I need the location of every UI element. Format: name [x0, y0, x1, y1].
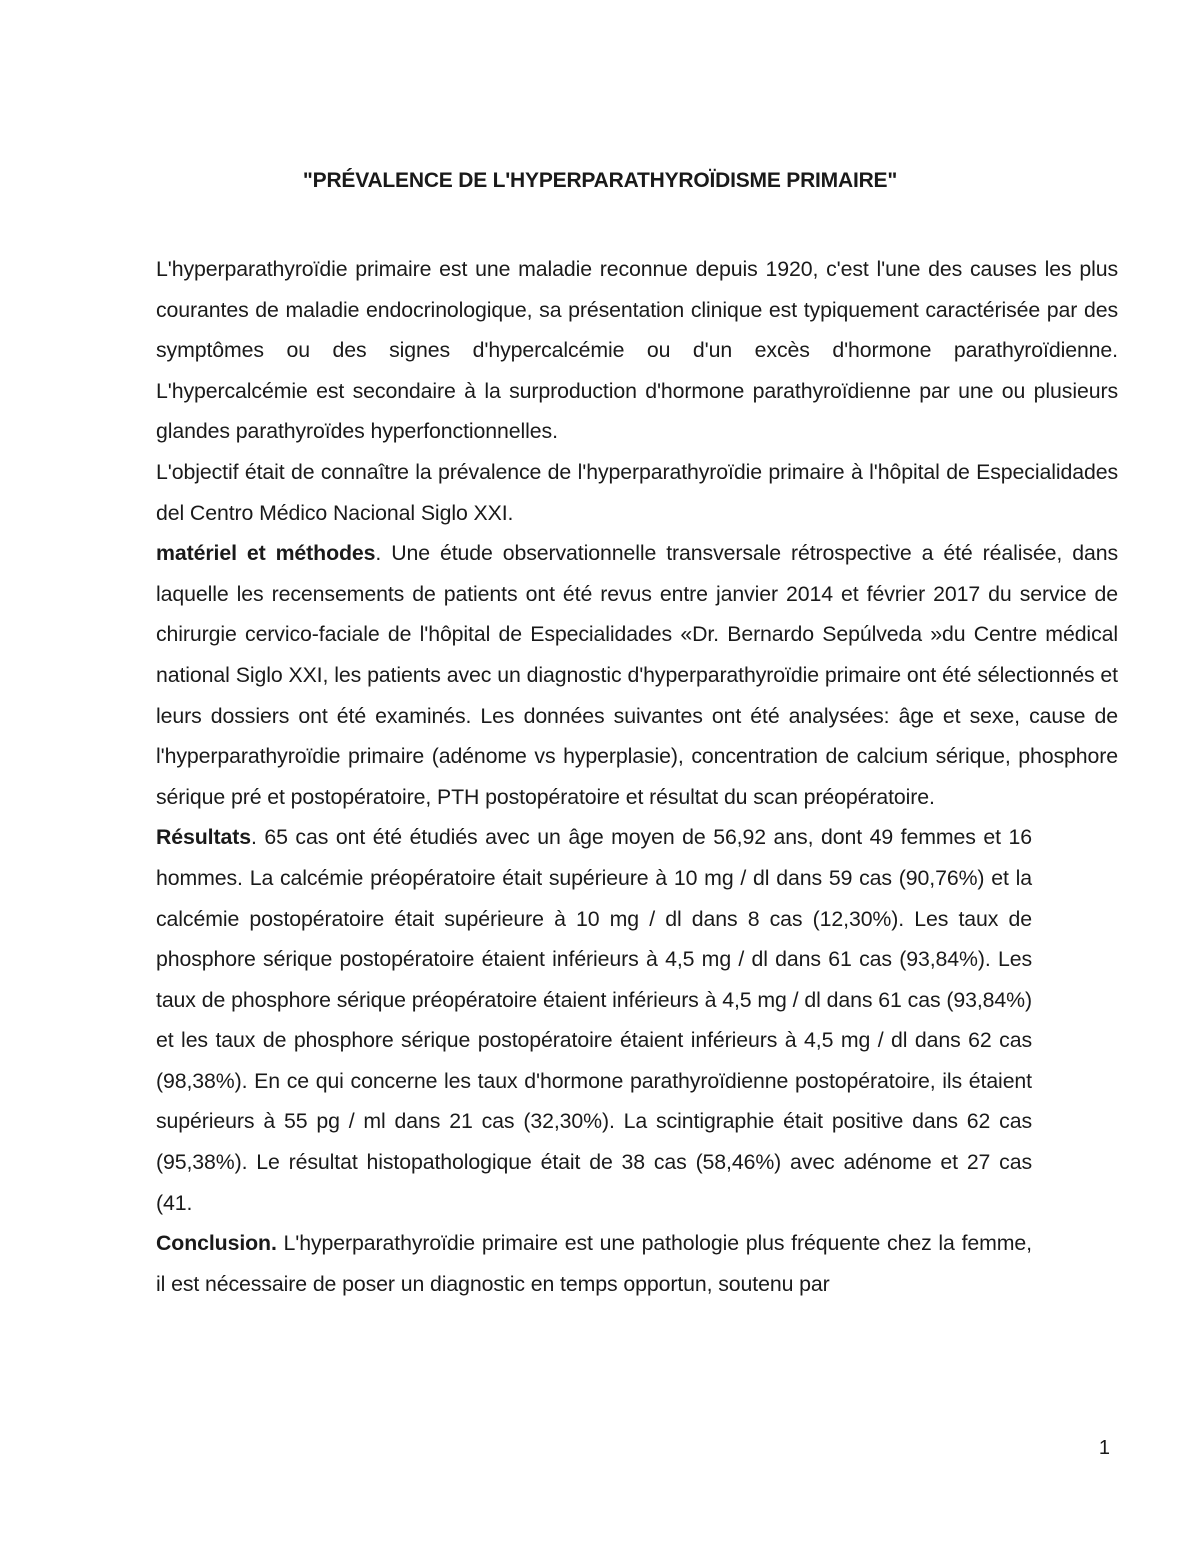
methods-paragraph	[156, 533, 1118, 817]
intro-paragraph: L'hyperparathyroïdie primaire est une maladie reconnue depuis 1920, c'est l'une des causes les plus courantes de maladie endocrinologique, sa présentation clinique est typiquement caractérisée par des symptômes ou des signes d'hypercalcémie ou d'un excès d'hormone parathyroïdienne. L'hypercalcémie est secondaire à la surproduction d'hormone parathyroïdienne par une ou plusieurs glandes parathyroïdes hyperfonctionnelles.	[156, 257, 1118, 444]
document-title: "PRÉVALENCE DE L'HYPERPARATHYROÏDISME PRIMAIRE"	[302, 169, 898, 192]
page-number: 1	[1098, 1437, 1110, 1459]
methods-heading: matériel et méthodes	[156, 541, 376, 566]
conclusion-text: L'hyperparathyroïdie primaire est une pathologie plus fréquente chez la femme, il est nécessaire de poser un diagnostic en temps opportun, soutenu par	[156, 1231, 1032, 1296]
results-paragraph	[156, 817, 1032, 1223]
conclusion-paragraph	[156, 1223, 1032, 1304]
methods-text: . Une étude observationnelle transversale rétrospective a été réalisée, dans laquelle les recensements de patients ont été revus entre janvier 2014 et février 2017 du service de chirurgie cervico-faciale de l'hôpital de Especialidades «Dr. Bernardo Sepúlveda »du Centre médical national Siglo XXI, les patients avec un diagnostic d'hyperparathyroïdie primaire ont été sélectionnés et leurs dossiers ont été examinés. Les données suivantes ont été analysées: âge et sexe, cause de l'hyperparathyroïdie primaire (adénome vs hyperplasie), concentration de calcium sérique, phosphore sérique pré et postopératoire, PTH postopératoire et résultat du scan préopératoire.	[156, 541, 1119, 809]
results-heading: Résultats	[156, 825, 251, 850]
document-body	[156, 249, 1118, 1304]
objective-paragraph: L'objectif était de connaître la prévalence de l'hyperparathyroïdie primaire à l'hôpital de Especialidades del Centro Médico Nacional Siglo XXI.	[156, 459, 1118, 525]
conclusion-heading: Conclusion.	[156, 1231, 277, 1256]
results-text: . 65 cas ont été étudiés avec un âge moyen de 56,92 ans, dont 49 femmes et 16 hommes. La calcémie préopératoire était supérieure à 10 mg / dl dans 59 cas (90,76%) et la calcémie postopératoire était supérieure à 10 mg / dl dans 8 cas (12,30%). Les taux de phosphore sérique postopératoire étaient inférieurs à 4,5 mg / dl dans 61 cas (93,84%). Les taux de phosphore sérique préopératoire étaient inférieurs à 4,5 mg / dl dans 61 cas (93,84%) et les taux de phosphore sérique postopératoire étaient inférieurs à 4,5 mg / dl dans 62 cas (98,38%). En ce qui concerne les taux d'hormone parathyroïdienne postopératoire, ils étaient supérieurs à 55 pg / ml dans 21 cas (32,30%). La scintigraphie était positive dans 62 cas (95,38%). Le résultat histopathologique était de 38 cas (58,46%) avec adénome et 27 cas (41.	[156, 825, 1032, 1215]
